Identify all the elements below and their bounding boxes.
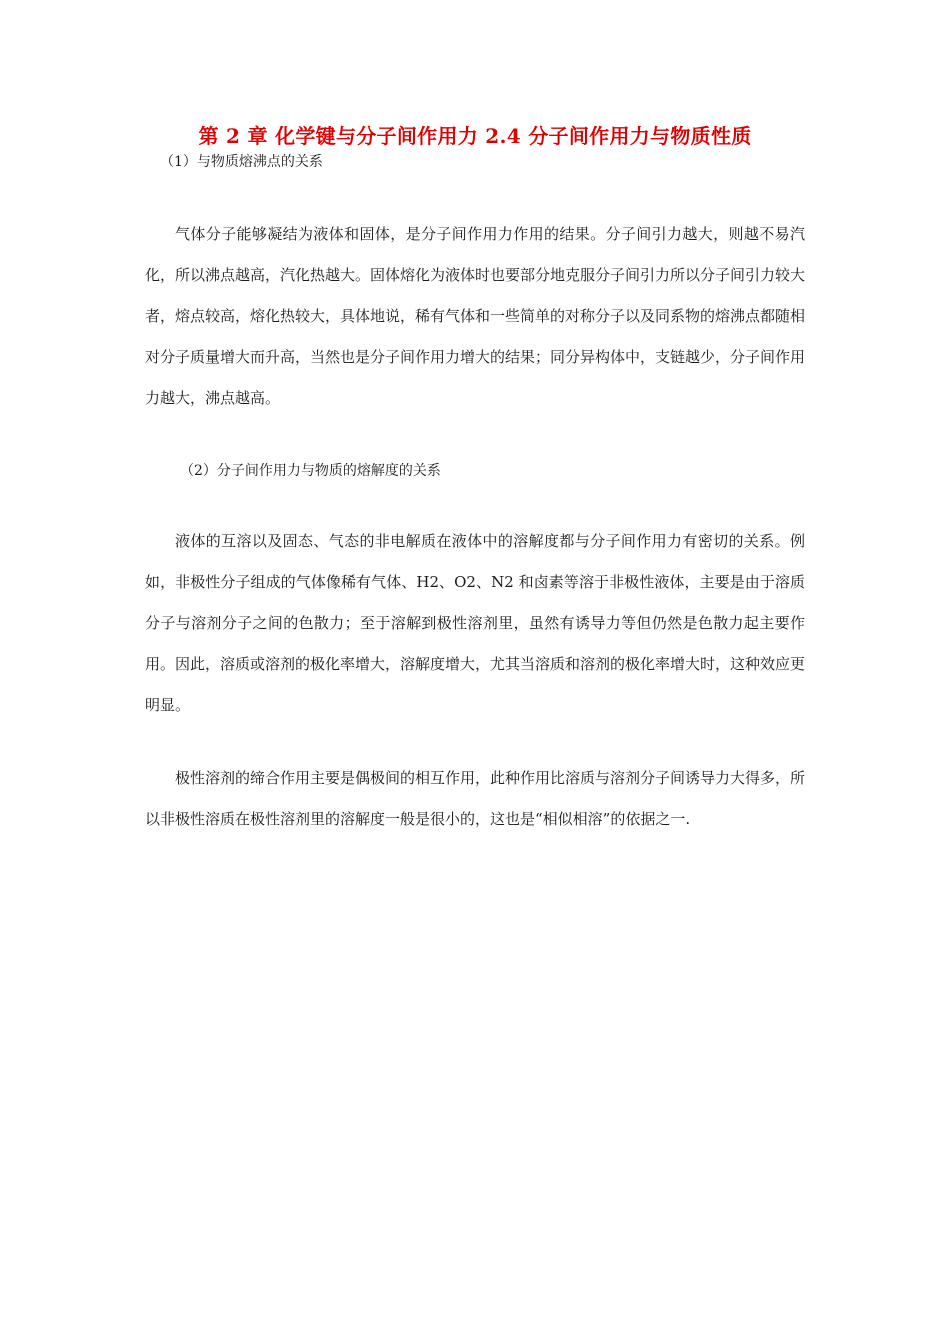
document-title: 第 2 章 化学键与分子间作用力 2.4 分子间作用力与物质性质 xyxy=(198,124,752,148)
paragraph-solubility: 液体的互溶以及固态、气态的非电解质在液体中的溶解度都与分子间作用力有密切的关系。例如，非极性分子组成的气体像稀有气体、H2、O2、N2 和卤素等溶于非极性液体，主要是由于溶质分子与溶剂分子之间的色散力；至于溶解到极性溶剂里，虽然有诱导力等但仍然是色散力起主要作用。因此，溶质或溶剂的极化率增大，溶解度增大，尤其当溶质和溶剂的极化率增大时，这种效应更明显。 xyxy=(145,532,806,714)
paragraph-intermolecular-force-boiling: 气体分子能够凝结为液体和固体，是分子间作用力作用的结果。分子间引力越大，则越不易汽化，所以沸点越高，汽化热越大。固体熔化为液体时也要部分地克服分子间引力所以分子间引力较大者，熔点较高，熔化热较大，具体地说，稀有气体和一些简单的对称分子以及同系物的熔沸点都随相对分子质量增大而升高，当然也是分子间作用力增大的结果；同分异构体中，支链越少，分子间作用力越大，沸点越高。 xyxy=(145,225,806,407)
paragraph-polar-solvent: 极性溶剂的缔合作用主要是偶极间的相互作用，此种作用比溶质与溶剂分子间诱导力大得多，所以非极性溶质在极性溶剂里的溶解度一般是很小的，这也是“相似相溶”的依据之一. xyxy=(145,769,806,828)
section-heading-melting-boiling: （1）与物质熔沸点的关系 xyxy=(160,154,323,170)
section-heading-solubility: （2）分子间作用力与物质的熔解度的关系 xyxy=(180,463,441,479)
